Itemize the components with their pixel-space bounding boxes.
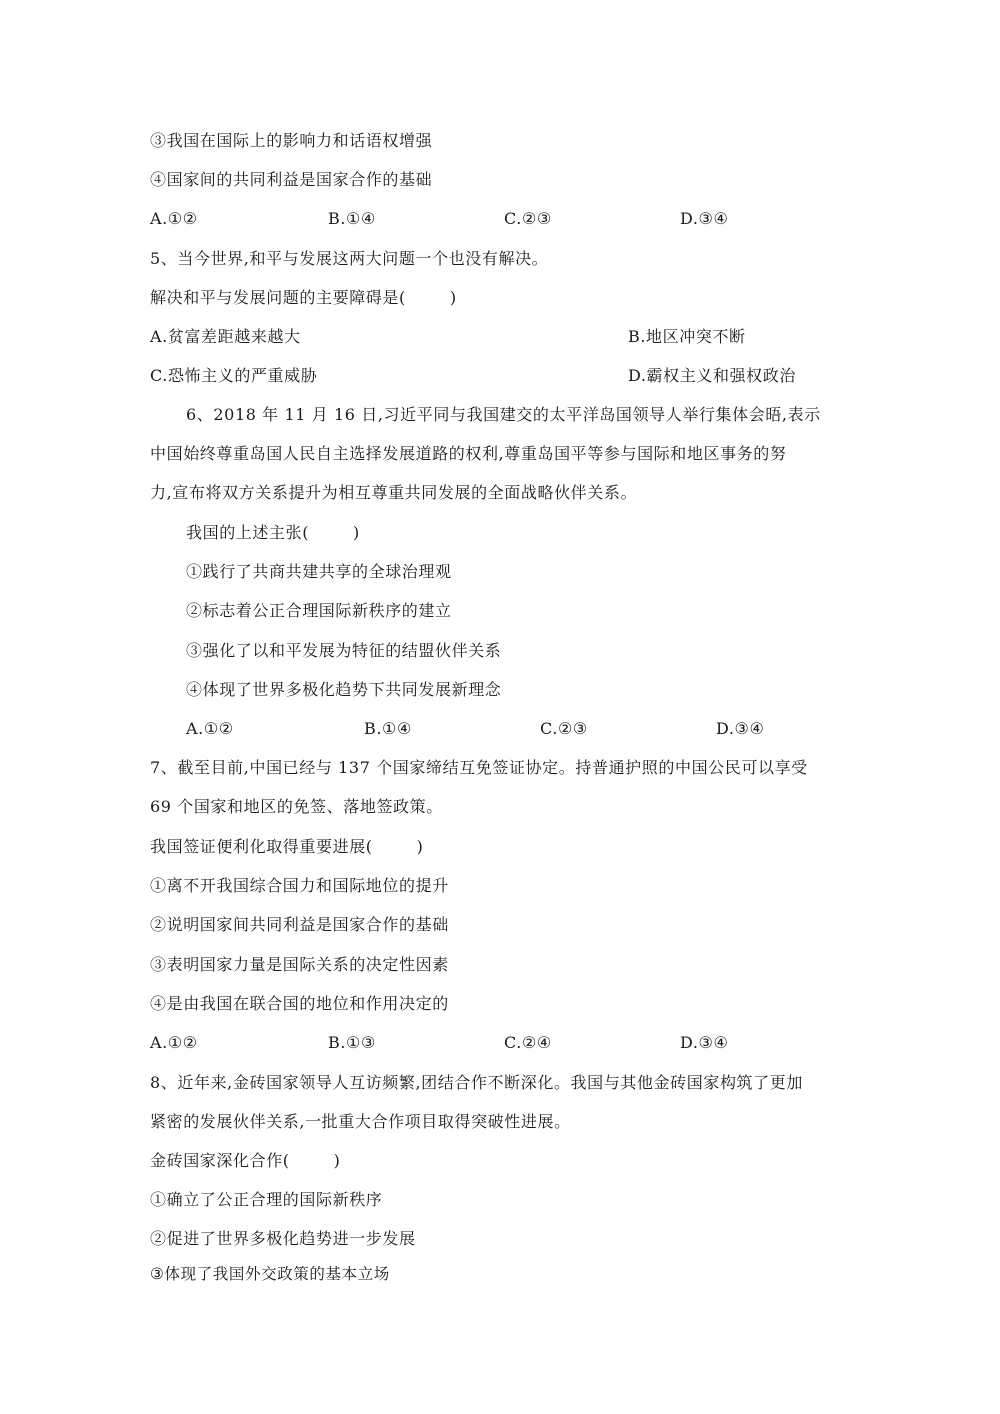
q7-question bbox=[150, 836, 424, 858]
q6-question bbox=[186, 522, 360, 544]
q7-statement-3: ③表明国家力量是国际关系的决定性因素 bbox=[150, 955, 449, 974]
q8-stem-line-2: 紧密的发展伙伴关系,一批重大合作项目取得突破性进展。 bbox=[150, 1112, 571, 1131]
q8-question bbox=[150, 1150, 341, 1172]
q4-option-d: D.③④ bbox=[680, 209, 729, 228]
q7-option-d: D.③④ bbox=[680, 1033, 729, 1052]
q6-question-close: ) bbox=[353, 523, 360, 542]
q7-statement-2: ②说明国家间共同利益是国家合作的基础 bbox=[150, 915, 449, 934]
q7-stem-line-2: 69 个国家和地区的免签、落地签政策。 bbox=[150, 797, 443, 816]
q6-option-b: B.①④ bbox=[364, 719, 412, 738]
q7-option-c: C.②④ bbox=[504, 1033, 552, 1052]
q6-stem-line-1: 6、2018 年 11 月 16 日,习近平同与我国建交的太平洋岛国领导人举行集体会晤,表示 bbox=[186, 405, 821, 424]
q5-question-text: 解决和平与发展问题的主要障碍是( bbox=[150, 288, 406, 307]
q8-question-close: ) bbox=[333, 1151, 341, 1170]
q5-stem: 5、当今世界,和平与发展这两大问题一个也没有解决。 bbox=[150, 249, 549, 268]
q7-option-b: B.①③ bbox=[328, 1033, 376, 1052]
q5-question bbox=[150, 287, 457, 309]
q5-question-close: ) bbox=[449, 288, 457, 307]
q8-question-text: 金砖国家深化合作( bbox=[150, 1151, 290, 1170]
q6-statement-3: ③强化了以和平发展为特征的结盟伙伴关系 bbox=[186, 641, 502, 660]
q4-option-b: B.①④ bbox=[328, 209, 376, 228]
q7-statement-4: ④是由我国在联合国的地位和作用决定的 bbox=[150, 994, 449, 1013]
q5-option-c: C.恐怖主义的严重威胁 bbox=[150, 366, 318, 385]
q8-statement-3: ③体现了我国外交政策的基本立场 bbox=[150, 1265, 390, 1283]
q6-option-c: C.②③ bbox=[540, 719, 588, 738]
q6-statement-1: ①践行了共商共建共享的全球治理观 bbox=[186, 562, 452, 581]
q6-question-text: 我国的上述主张( bbox=[186, 523, 310, 542]
q4-statement-4: ④国家间的共同利益是国家合作的基础 bbox=[150, 170, 433, 189]
q6-option-d: D.③④ bbox=[716, 719, 765, 738]
q6-statement-4: ④体现了世界多极化趋势下共同发展新理念 bbox=[186, 680, 502, 699]
q4-option-c: C.②③ bbox=[504, 209, 552, 228]
q7-statement-1: ①离不开我国综合国力和国际地位的提升 bbox=[150, 876, 449, 895]
q4-statement-3: ③我国在国际上的影响力和话语权增强 bbox=[150, 131, 433, 150]
q7-question-close: ) bbox=[416, 837, 424, 856]
q7-option-a: A.①② bbox=[150, 1033, 198, 1052]
q7-question-text: 我国签证便利化取得重要进展( bbox=[150, 837, 373, 856]
q8-stem-line-1: 8、近年来,金砖国家领导人互访频繁,团结合作不断深化。我国与其他金砖国家构筑了更加 bbox=[150, 1073, 803, 1092]
q6-option-a: A.①② bbox=[186, 719, 234, 738]
q6-statement-2: ②标志着公正合理国际新秩序的建立 bbox=[186, 601, 452, 620]
q8-statement-1: ①确立了公正合理的国际新秩序 bbox=[150, 1190, 383, 1209]
q5-option-b: B.地区冲突不断 bbox=[628, 327, 746, 346]
q6-stem-line-3: 力,宣布将双方关系提升为相互尊重共同发展的全面战略伙伴关系。 bbox=[150, 483, 638, 502]
q5-option-d: D.霸权主义和强权政治 bbox=[628, 366, 796, 385]
q6-stem-line-2: 中国始终尊重岛国人民自主选择发展道路的权利,尊重岛国平等参与国际和地区事务的努 bbox=[150, 444, 787, 463]
q8-statement-2: ②促进了世界多极化趋势进一步发展 bbox=[150, 1229, 416, 1248]
q4-option-a: A.①② bbox=[150, 209, 198, 228]
q5-option-a: A.贫富差距越来越大 bbox=[150, 327, 301, 346]
q7-stem-line-1: 7、截至目前,中国已经与 137 个国家缔结互免签证协定。持普通护照的中国公民可以享受 bbox=[150, 758, 808, 777]
